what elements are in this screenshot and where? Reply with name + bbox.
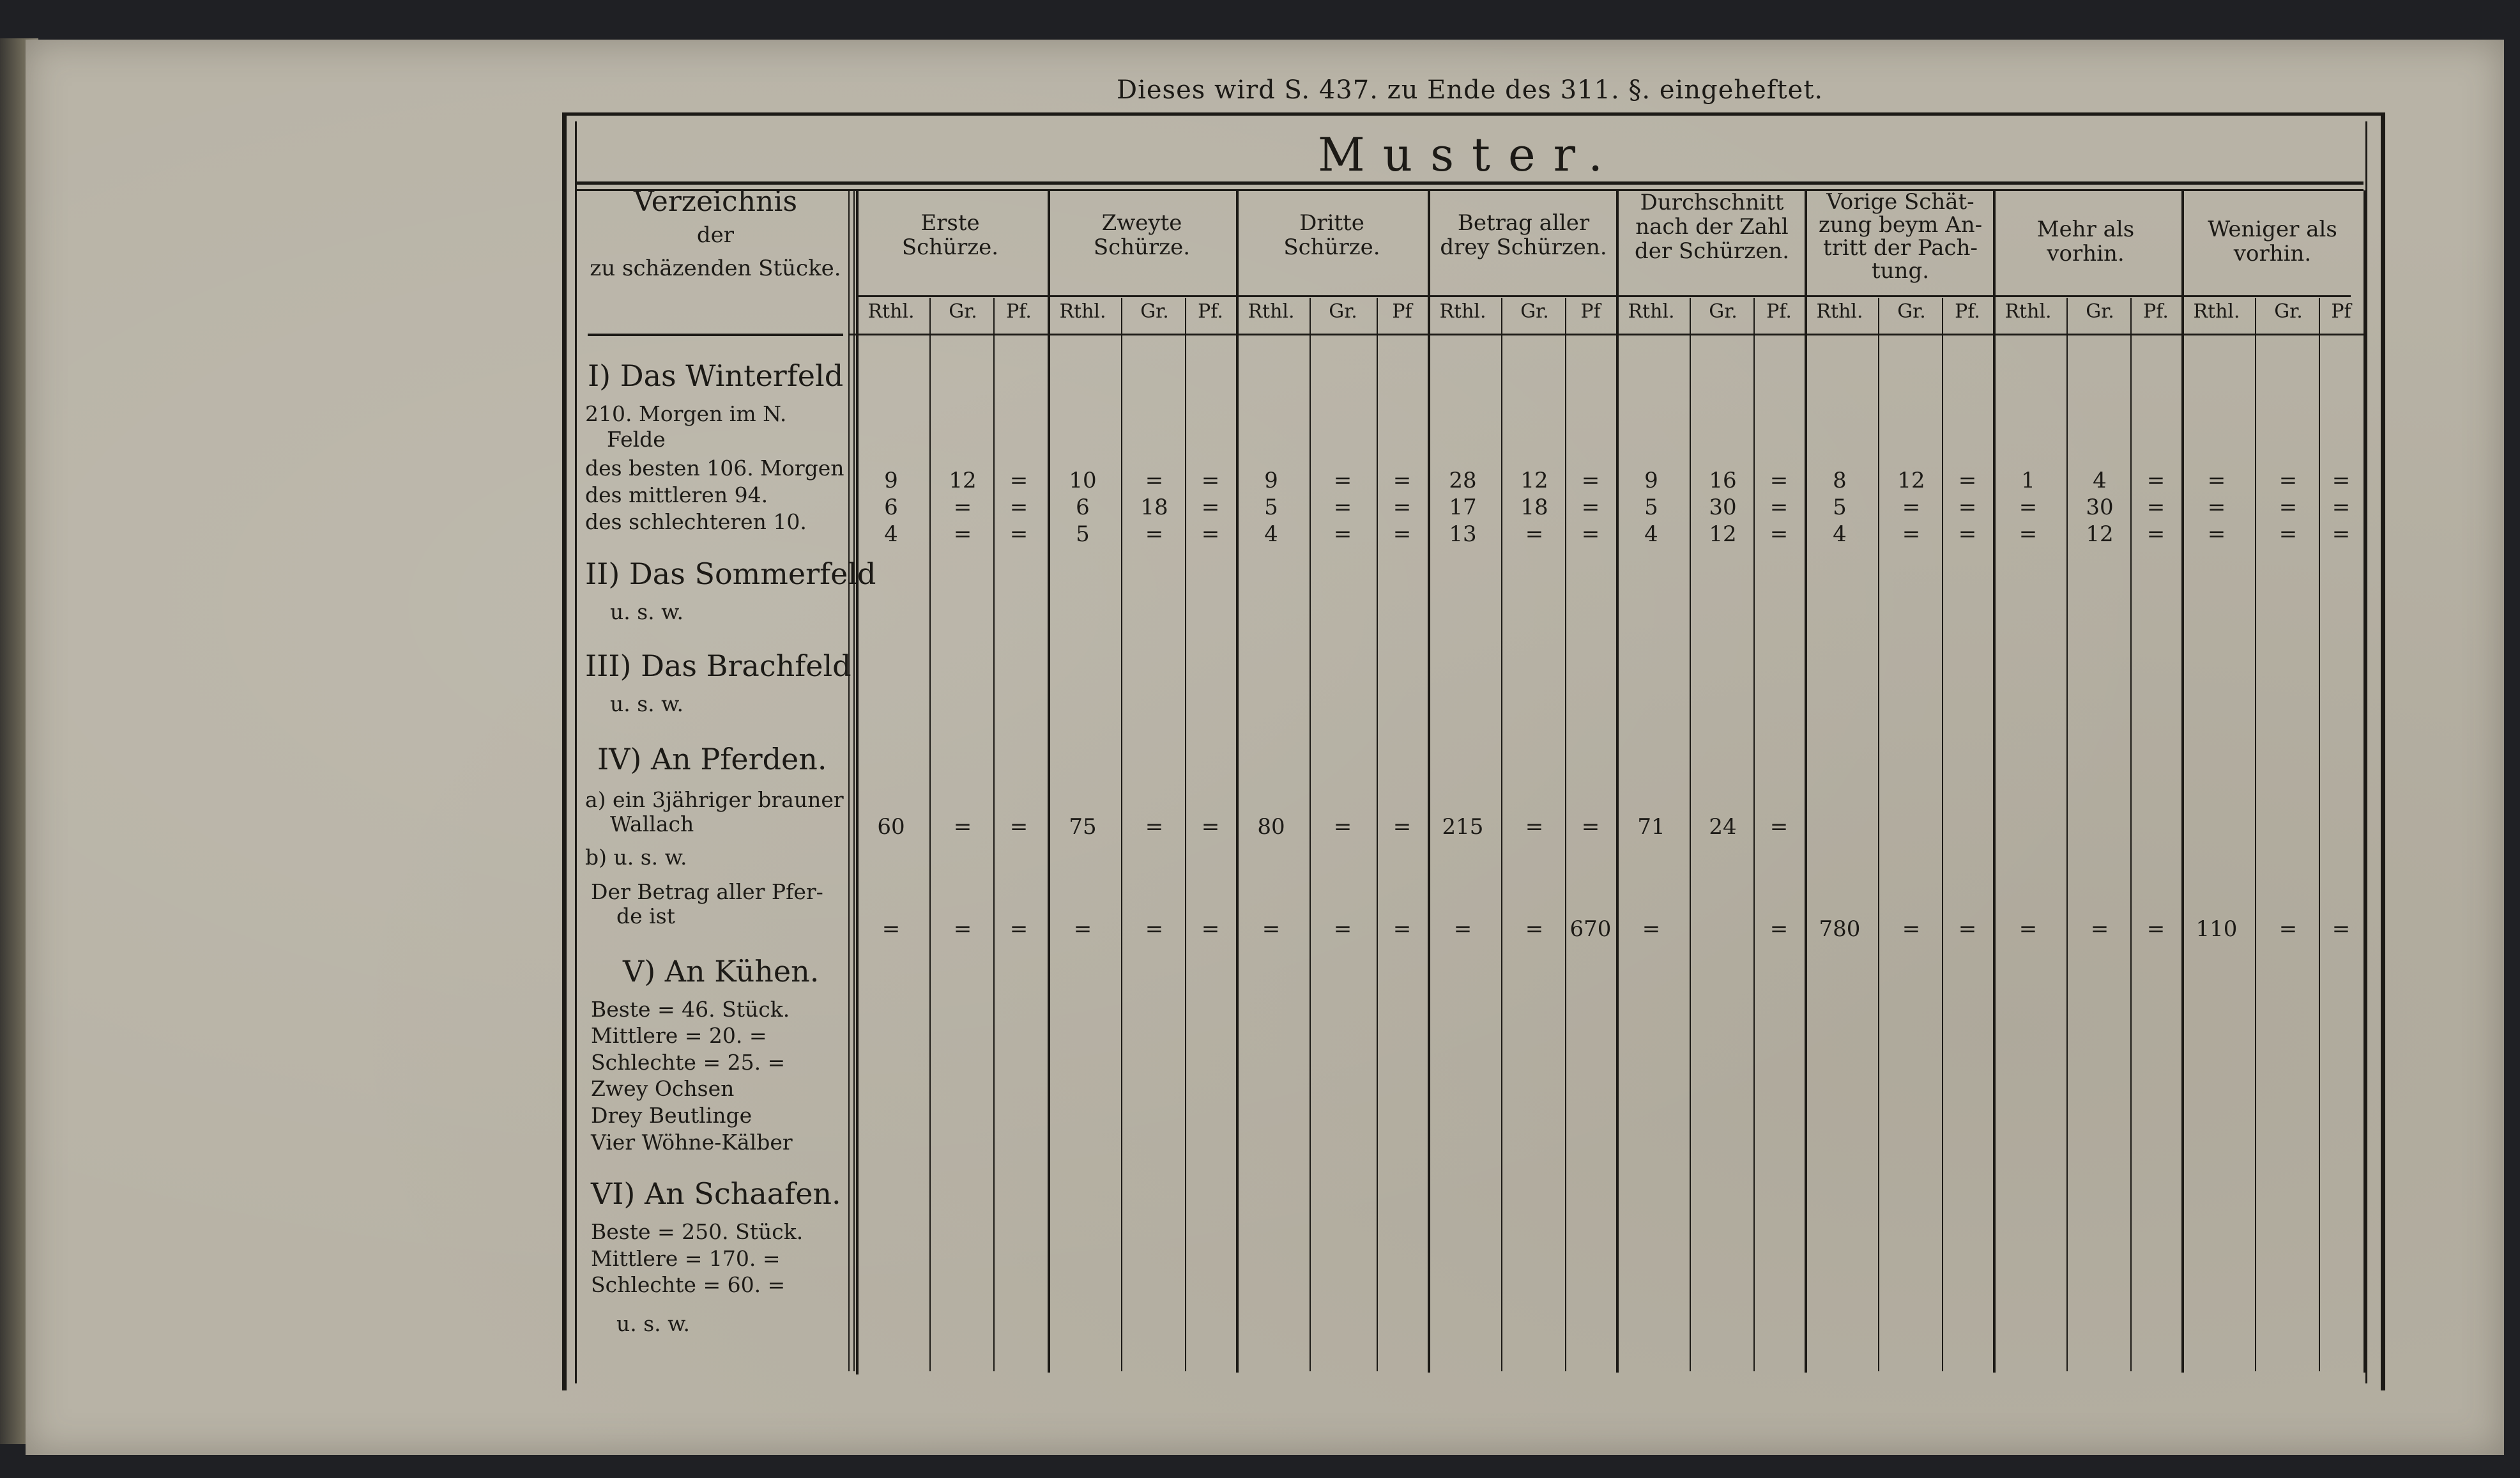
row-line: des mittleren 94. [585, 482, 768, 507]
value-cell: = [2207, 495, 2226, 520]
value-cell: = [1769, 814, 1789, 840]
group-header-betrag [1431, 211, 1616, 259]
group-header-durchschnitt [1619, 190, 1805, 263]
sub-column-rule [1121, 298, 1122, 1371]
value-cell: 6 [884, 495, 898, 520]
value-cell: = [953, 495, 972, 520]
value-cell: = [1769, 468, 1789, 493]
row-line: Felde [607, 427, 666, 452]
value-cell: 30 [2086, 495, 2114, 520]
row-line: Wallach [610, 812, 694, 836]
value-cell: = [1333, 814, 1352, 840]
value-cell: = [1333, 916, 1352, 942]
value-cell: 75 [1069, 814, 1097, 840]
value-cell: = [953, 521, 972, 547]
value-cell: 4 [2093, 468, 2107, 493]
sub-column-rule [929, 298, 931, 1371]
sub-column-rule [1878, 298, 1879, 1371]
subhead-pf: Pf [1580, 300, 1601, 323]
value-cell: = [1145, 521, 1164, 547]
value-cell: = [1769, 495, 1789, 520]
subhead-gr: Gr. [1329, 300, 1357, 323]
subhead-rthl: Rthl. [1628, 300, 1675, 323]
value-cell: = [1333, 495, 1352, 520]
first-column-rule-vertical [848, 189, 850, 1371]
value-cell: = [1581, 814, 1600, 840]
value-cell: = [1145, 814, 1164, 840]
value-cell: = [1393, 495, 1412, 520]
group-column-rule [856, 189, 859, 1374]
value-cell: 9 [1264, 468, 1278, 493]
value-cell: = [2146, 495, 2165, 520]
value-cell: 12 [1897, 468, 1925, 493]
value-cell: 12 [1520, 468, 1548, 493]
value-cell: = [2332, 916, 2351, 942]
value-cell: = [1393, 814, 1412, 840]
value-cell: 17 [1449, 495, 1477, 520]
group-header-weniger [2181, 217, 2363, 266]
group-header-line: tritt der Pach- [1823, 235, 1978, 261]
value-cell: 16 [1709, 468, 1737, 493]
subhead-pf: Pf [2331, 300, 2351, 323]
value-cell: = [1958, 468, 1977, 493]
group-header-line: vorhin. [2047, 241, 2125, 266]
group-column-rule [1236, 190, 1239, 1373]
row-line: u. s. w. [610, 599, 683, 624]
row-line: u. s. w. [610, 691, 683, 716]
row-line: u. s. w. [616, 1311, 690, 1336]
subhead-rthl: Rthl. [867, 300, 915, 323]
value-cell: = [1393, 916, 1412, 942]
sub-column-rule [2319, 298, 2320, 1371]
group-header-line: Vorige Schät- [1826, 189, 1974, 215]
insertion-note: Dieses wird S. 437. zu Ende des 311. §. eingeheftet. [1117, 75, 1824, 105]
value-cell: = [2090, 916, 2109, 942]
value-cell: = [1333, 468, 1352, 493]
group-column-rule [1048, 190, 1050, 1373]
group-header-line: vorhin. [2233, 241, 2312, 266]
group-header-line: Betrag aller [1457, 210, 1590, 236]
value-cell: 5 [1644, 495, 1658, 520]
subhead-rthl: Rthl. [1816, 300, 1863, 323]
first-column-header [581, 185, 850, 285]
subhead-rthl: Rthl. [1248, 300, 1295, 323]
value-cell: 71 [1637, 814, 1665, 840]
value-cell: = [1145, 468, 1164, 493]
group-header-vorige [1808, 190, 1993, 282]
value-cell: 5 [1833, 495, 1847, 520]
sub-column-rule [2130, 298, 2132, 1371]
group-header-line: Schürze. [1093, 235, 1191, 260]
value-cell: = [1009, 814, 1028, 840]
value-cell: = [1145, 916, 1164, 942]
value-cell: = [2332, 468, 2351, 493]
row-line: Der Betrag aller Pfer- [591, 879, 823, 904]
value-cell: = [2332, 495, 2351, 520]
sub-column-rule [2066, 298, 2068, 1371]
value-cell: 9 [1644, 468, 1658, 493]
value-cell: = [2019, 495, 2038, 520]
first-column-rule [588, 334, 843, 336]
value-cell: 8 [1833, 468, 1847, 493]
value-cell: = [2279, 916, 2298, 942]
value-cell: = [2207, 468, 2226, 493]
group-header-line: Weniger als [2208, 217, 2337, 242]
row-line: Vier Wöhne-Kälber [591, 1130, 793, 1155]
group-header-line: nach der Zahl [1635, 214, 1789, 240]
subhead-pf: Pf [1392, 300, 1412, 323]
subhead-rthl: Rthl. [1059, 300, 1106, 323]
value-cell: 6 [1076, 495, 1090, 520]
value-cell: = [1393, 521, 1412, 547]
value-cell: = [1902, 521, 1921, 547]
value-cell: 12 [1709, 521, 1737, 547]
header-rule-bottom [850, 334, 2363, 335]
value-cell: 30 [1709, 495, 1737, 520]
value-cell: = [1009, 495, 1028, 520]
row-line: de ist [616, 904, 675, 928]
subhead-gr: Gr. [1897, 300, 1926, 323]
value-cell: = [1009, 916, 1028, 942]
value-cell: = [1958, 916, 1977, 942]
subhead-gr: Gr. [2086, 300, 2114, 323]
value-cell: 18 [1140, 495, 1168, 520]
value-cell: = [1769, 521, 1789, 547]
value-cell: = [2146, 521, 2165, 547]
value-cell: 5 [1076, 521, 1090, 547]
row-line: Beste = 46. Stück. [591, 997, 790, 1022]
value-cell: 670 [1569, 916, 1612, 942]
value-cell: = [2019, 916, 2038, 942]
value-cell: = [1333, 521, 1352, 547]
row-line: Drey Beutlinge [591, 1103, 752, 1128]
group-column-rule [1993, 190, 1996, 1373]
value-cell: = [2207, 521, 2226, 547]
value-cell: = [1525, 521, 1544, 547]
value-cell: = [1009, 468, 1028, 493]
group-header-line: Schürze. [1283, 235, 1380, 260]
group-header-dritte [1239, 211, 1424, 259]
value-cell: = [1525, 916, 1544, 942]
subhead-pf: Pf. [2143, 300, 2169, 323]
group-header-line: drey Schürzen. [1440, 235, 1607, 260]
sub-column-rule [2255, 298, 2256, 1371]
value-cell: = [1201, 521, 1220, 547]
value-cell: = [2279, 468, 2298, 493]
sub-column-rule [1690, 298, 1691, 1371]
value-cell: = [1201, 814, 1220, 840]
row-line: b) u. s. w. [585, 845, 687, 870]
group-column-rule [1616, 190, 1619, 1373]
row-line: Beste = 250. Stück. [591, 1219, 804, 1244]
subhead-pf: Pf. [1955, 300, 1980, 323]
row-line: Mittlere = 20. = [591, 1023, 767, 1048]
group-header-erste [859, 211, 1041, 259]
group-header-line: zung beym An- [1818, 212, 1983, 238]
subhead-rthl: Rthl. [2005, 300, 2052, 323]
value-cell: = [1453, 916, 1472, 942]
value-cell: = [2146, 468, 2165, 493]
value-cell: = [2279, 495, 2298, 520]
row-title-schaafe: VI) An Schaafen. [591, 1176, 841, 1211]
value-cell: = [2279, 521, 2298, 547]
value-cell: = [1073, 916, 1092, 942]
group-header-line: Mehr als [2036, 217, 2135, 242]
group-header-line: Dritte [1299, 210, 1364, 236]
subhead-gr: Gr. [1709, 300, 1737, 323]
subhead-pf: Pf. [1006, 300, 1032, 323]
group-column-rule [1805, 190, 1807, 1373]
row-line: 210. Morgen im N. [585, 401, 787, 426]
row-line: Schlechte = 25. = [591, 1050, 786, 1075]
value-cell: 80 [1257, 814, 1285, 840]
value-cell: = [953, 916, 972, 942]
value-cell: = [1642, 916, 1661, 942]
subhead-gr: Gr. [2274, 300, 2303, 323]
group-header-zweyte [1051, 211, 1233, 259]
value-cell: = [1958, 521, 1977, 547]
value-cell: 28 [1449, 468, 1477, 493]
row-line: Mittlere = 170. = [591, 1246, 781, 1271]
subhead-pf: Pf. [1198, 300, 1223, 323]
subhead-pf: Pf. [1766, 300, 1792, 323]
row-line: des besten 106. Morgen [585, 456, 844, 481]
sub-column-rule [1310, 298, 1311, 1371]
value-cell: 60 [877, 814, 905, 840]
value-cell: 12 [2086, 521, 2114, 547]
subhead-rthl: Rthl. [1439, 300, 1486, 323]
value-cell: = [1902, 495, 1921, 520]
subhead-gr: Gr. [1140, 300, 1169, 323]
value-cell: = [1581, 468, 1600, 493]
row-title-sommerfeld: II) Das Sommerfeld [585, 557, 876, 591]
value-cell: 4 [1264, 521, 1278, 547]
value-cell: 4 [1833, 521, 1847, 547]
group-header-line: Schürze. [901, 235, 999, 260]
value-cell: = [1581, 521, 1600, 547]
value-cell: = [1958, 495, 1977, 520]
first-column-rule-vertical [853, 189, 855, 1371]
table-title: Muster. [575, 128, 2363, 185]
sub-column-rule [1501, 298, 1502, 1371]
group-header-line: tung. [1871, 258, 1930, 284]
first-column-header-line: zu schäzenden Stücke. [590, 256, 841, 281]
value-cell: 24 [1709, 814, 1737, 840]
value-cell: = [1201, 468, 1220, 493]
subheader-rule [856, 295, 2351, 297]
group-header-line: Zweyte [1101, 210, 1182, 236]
group-header-line: der Schürzen. [1634, 238, 1790, 264]
value-cell: 10 [1069, 468, 1097, 493]
value-cell: 4 [1644, 521, 1658, 547]
value-cell: = [1009, 521, 1028, 547]
subhead-rthl: Rthl. [2193, 300, 2240, 323]
value-cell: 18 [1520, 495, 1548, 520]
group-header-line: Erste [920, 210, 980, 236]
value-cell: = [2146, 916, 2165, 942]
row-line: Zwey Ochsen [591, 1076, 735, 1101]
value-cell: = [1525, 814, 1544, 840]
value-cell: = [1201, 495, 1220, 520]
first-column-header-line: der [696, 222, 735, 248]
group-header-line: Durchschnitt [1640, 190, 1784, 215]
sub-column-rule [1942, 298, 1943, 1371]
value-cell: 4 [884, 521, 898, 547]
value-cell: = [1769, 916, 1789, 942]
group-header-mehr [1996, 217, 2175, 266]
row-title-winterfeld: I) Das Winterfeld [588, 358, 844, 393]
subhead-gr: Gr. [1520, 300, 1549, 323]
value-cell: 12 [949, 468, 977, 493]
group-column-rule [2181, 190, 2184, 1373]
first-column-header-line: Verzeichnis [633, 185, 798, 218]
value-cell: = [1581, 495, 1600, 520]
value-cell: = [1902, 916, 1921, 942]
value-cell: 13 [1449, 521, 1477, 547]
row-title-pferde: IV) An Pferden. [597, 742, 827, 776]
value-cell: = [882, 916, 901, 942]
subhead-gr: Gr. [949, 300, 977, 323]
value-cell: 215 [1442, 814, 1484, 840]
value-cell: = [2019, 521, 2038, 547]
group-column-rule [1428, 190, 1430, 1373]
value-cell: = [2332, 521, 2351, 547]
value-cell: 9 [884, 468, 898, 493]
value-cell: 5 [1264, 495, 1278, 520]
row-line: Schlechte = 60. = [591, 1272, 786, 1297]
value-cell: 1 [2021, 468, 2035, 493]
value-cell: = [1262, 916, 1281, 942]
row-title-kuehe: V) An Kühen. [623, 954, 820, 989]
row-line: a) ein 3jähriger brauner [585, 787, 844, 812]
value-cell: = [1201, 916, 1220, 942]
group-column-rule [2363, 190, 2366, 1373]
value-cell: = [953, 814, 972, 840]
value-cell: 780 [1819, 916, 1861, 942]
value-cell: 110 [2195, 916, 2238, 942]
row-title-brachfeld: III) Das Brachfeld [585, 649, 851, 683]
value-cell: = [1393, 468, 1412, 493]
row-line: des schlechteren 10. [585, 509, 807, 534]
